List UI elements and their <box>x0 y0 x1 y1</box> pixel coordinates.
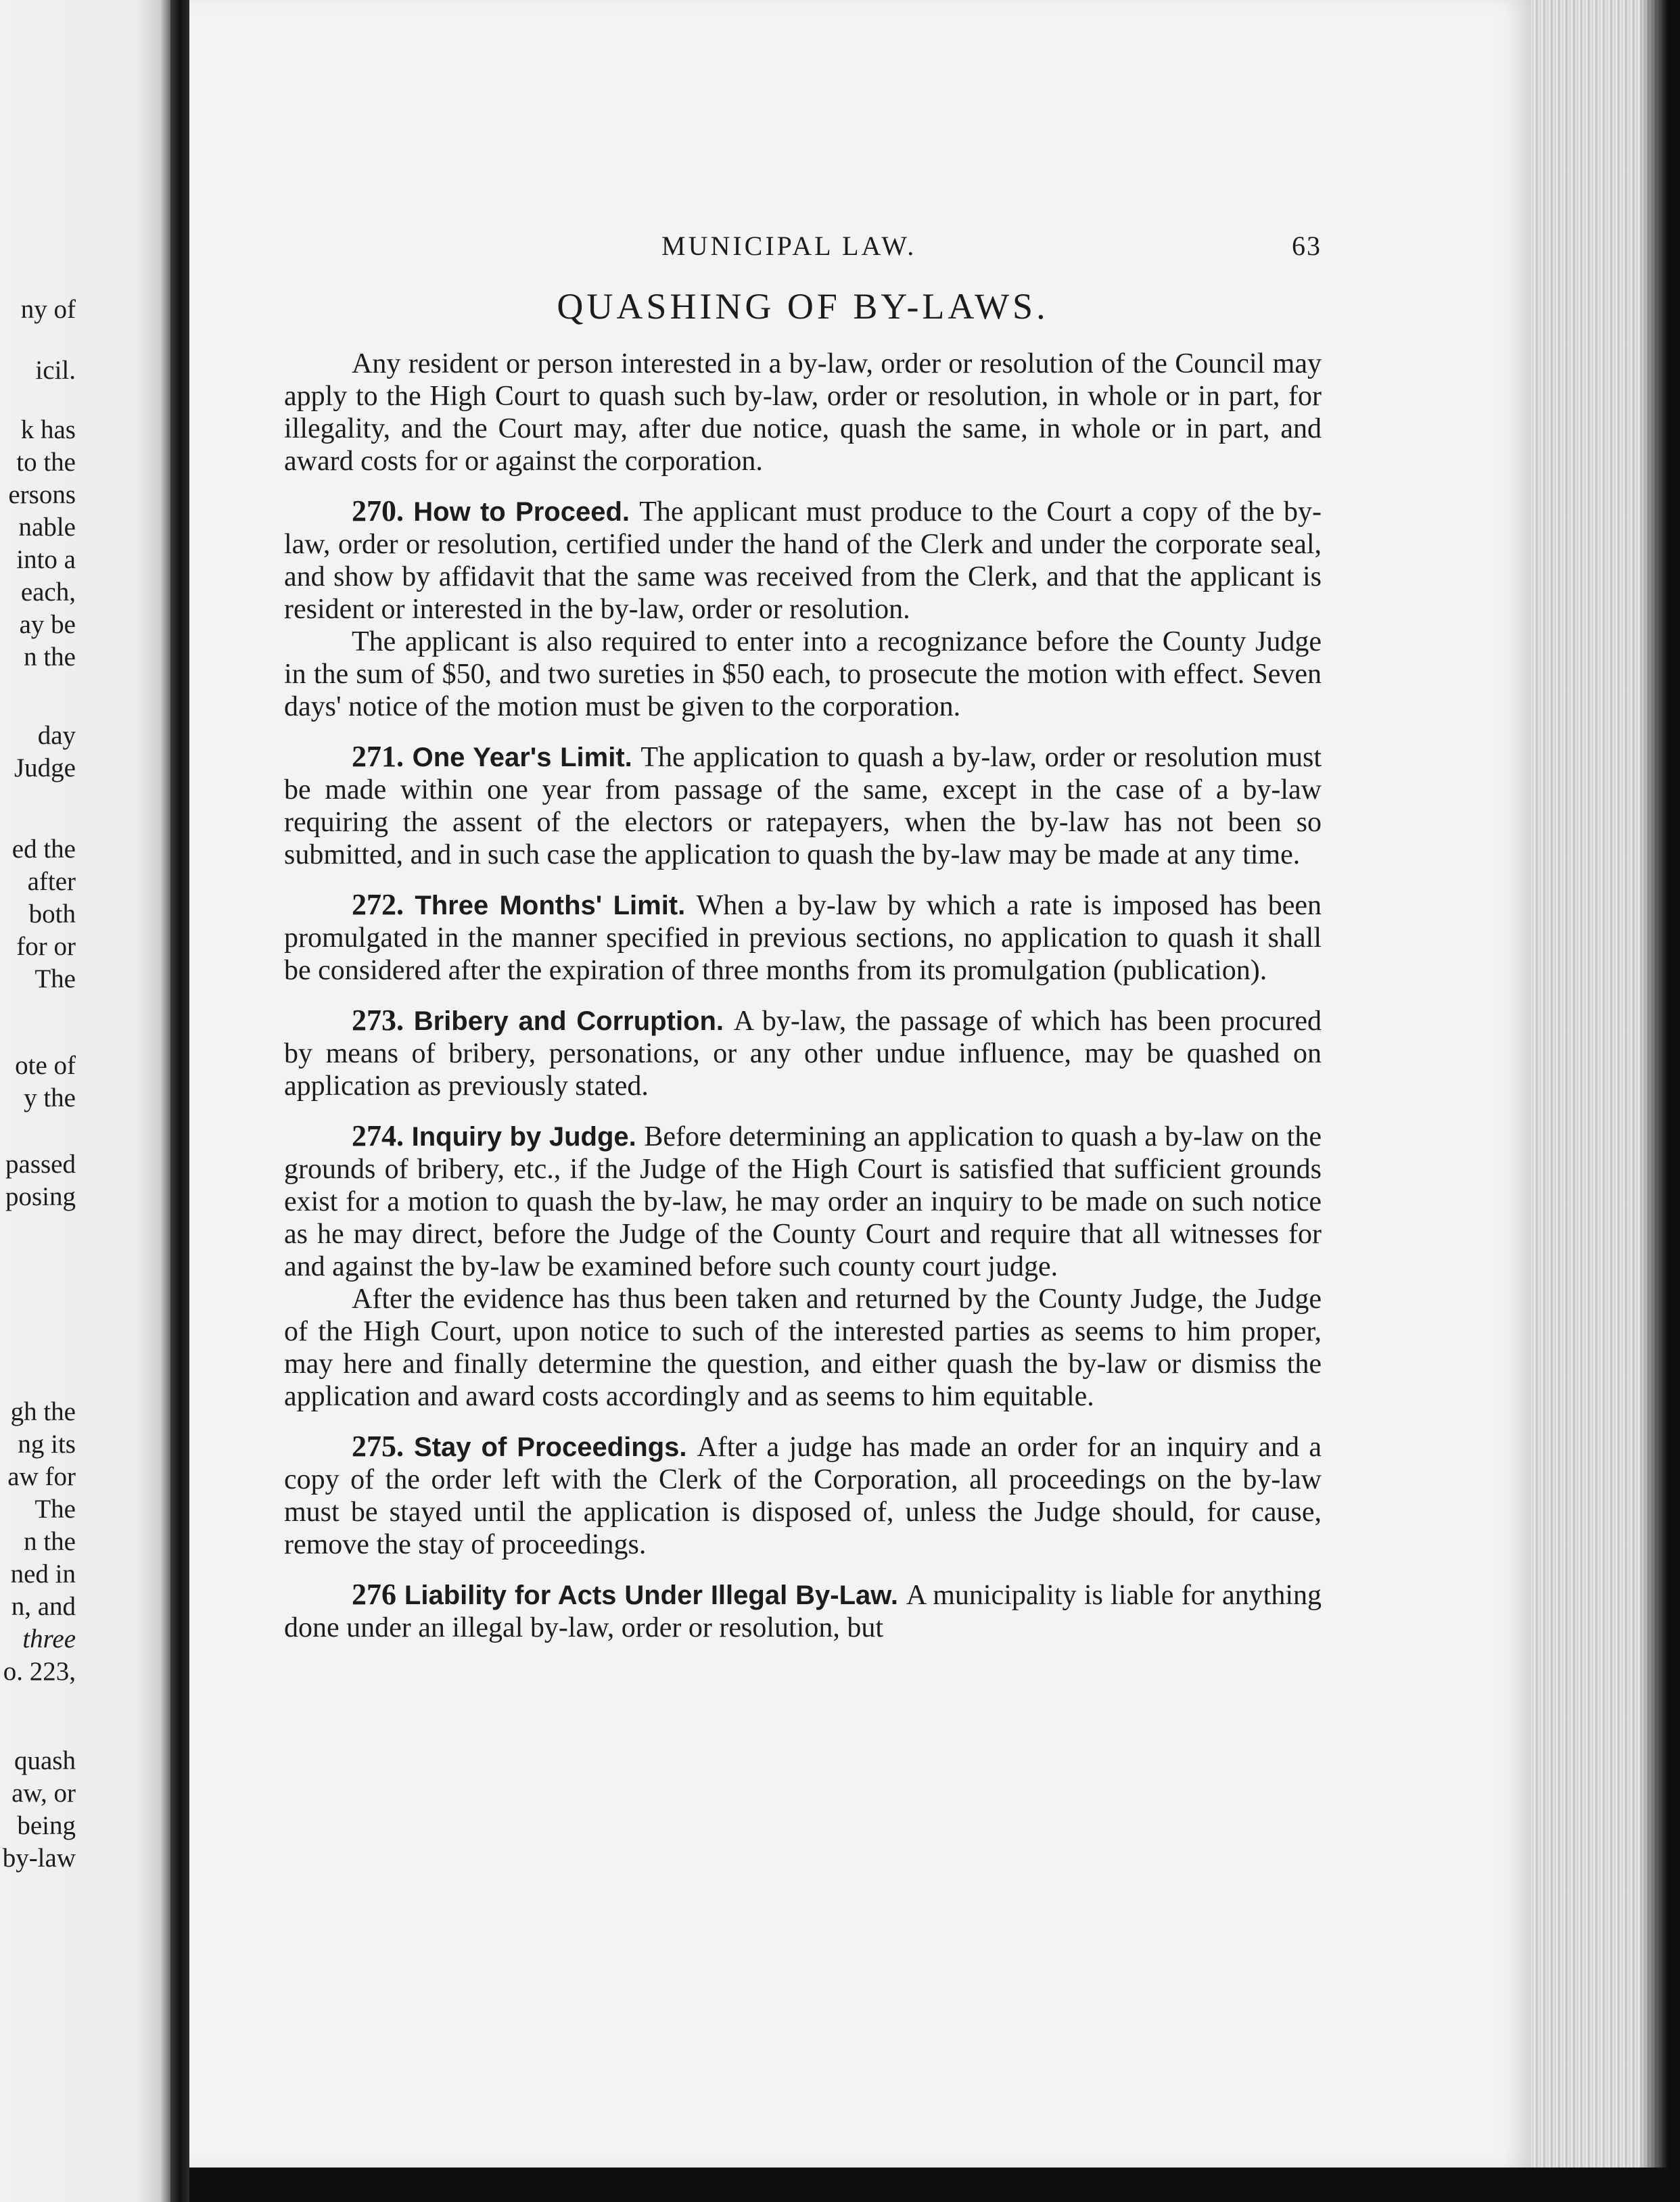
section-paragraph <box>284 1578 1322 1644</box>
section-number: 274. <box>352 1119 404 1152</box>
text-column <box>284 230 1322 1644</box>
sections <box>284 495 1322 1644</box>
section-heading: Bribery and Corruption. <box>404 1006 734 1036</box>
section-271 <box>284 741 1322 871</box>
facing-page-fragment: into a <box>16 545 76 574</box>
section-text: Before determining an application to quash a by-law on the grounds of bribery, etc., if the Judge of the High Court is satisfied that sufficient grounds exist for a motion to quash the by-law, he may order an inquiry to be made on such notice as he may direct, before the Judge of the County Court and require that all witnesses for and against the by-law be examined before such county court judge. <box>284 1121 1322 1282</box>
section-275 <box>284 1430 1322 1561</box>
facing-page-fragment: ay be <box>19 610 76 639</box>
facing-page-fragment: passed <box>5 1150 76 1179</box>
facing-page-fragment: ersons <box>8 480 76 509</box>
section-number: 272. <box>352 888 404 921</box>
facing-page-fragment: ed the <box>11 835 76 864</box>
section-heading: How to Proceed. <box>404 497 640 527</box>
facing-page-fragment: aw, or <box>11 1779 76 1808</box>
facing-page-fragment: each, <box>20 578 76 607</box>
section-heading: Three Months' Limit. <box>404 891 697 920</box>
section-276 <box>284 1578 1322 1644</box>
page-edges <box>1531 0 1680 2202</box>
section-text: After the evidence has thus been taken and returned by the County Judge, the Judge of the High Court, upon notice to such of the interested parties as seems to him proper, may here and finally determine the question, and either quash the by-law or dismiss the application and award costs accordingly and as seems to him equitable. <box>284 1284 1322 1412</box>
section-heading: Stay of Proceedings. <box>404 1432 697 1462</box>
facing-page-fragment: posing <box>5 1182 76 1211</box>
section-paragraph <box>284 1120 1322 1283</box>
section-paragraph <box>284 741 1322 871</box>
section-text: When a by-law by which a rate is imposed has been promulgated in the manner specified in previous sections, no application to quash it shall be considered after the expiration of three months from its promulgation (publication). <box>284 890 1322 986</box>
section-text: A by-law, the passage of which has been procured by means of bribery, personations, or any other undue influence, may be quashed on application as previously stated. <box>284 1006 1322 1102</box>
intro-paragraph: Any resident or person interested in a by-law, order or resolution of the Council may apply to the High Court to quash such by-law, order or resolution, in whole or in part, for illegality, and the Court may, after due notice, quash the same, in whole or in part, and award costs for or against the corporation. <box>284 348 1322 477</box>
section-text: A municipality is liable for anything done under an illegal by-law, order or resolution, but <box>284 1580 1322 1643</box>
section-paragraph <box>284 1430 1322 1561</box>
section-number: 271. <box>352 740 404 773</box>
facing-page-fragment: quash <box>14 1746 76 1775</box>
section-paragraph <box>284 626 1322 723</box>
section-text: The applicant must produce to the Court a copy of the by-law, order or resolution, certified under the hand of the Clerk and under the corporate seal, and show by affidavit that the same was received from the Clerk, and that the applicant is resident or interested in the by-law, order or resolution. <box>284 496 1322 625</box>
section-number: 273. <box>352 1004 404 1037</box>
facing-page-fragment: The <box>34 1495 76 1524</box>
section-heading: Inquiry by Judge. <box>404 1122 645 1152</box>
section-number: 270. <box>352 494 404 528</box>
section-paragraph <box>284 889 1322 987</box>
section-title: QUASHING OF BY-LAWS. <box>557 286 1049 327</box>
running-title: MUNICIPAL LAW. <box>661 231 917 261</box>
facing-page-fragment: Judge <box>14 753 76 782</box>
section-text: After a judge has made an order for an inquiry and a copy of the order left with the Clerk of the Corporation, all proceedings on the by-law must be stayed until the application is disposed of, unless the Judge should, for cause, remove the stay of proceedings. <box>284 1432 1322 1560</box>
facing-page-fragment: ned in <box>10 1560 76 1589</box>
section-text: The applicant is also required to enter into a recognizance before the County Judge in the sum of $50, and two sureties in $50 each, to prosecute the motion with effect. Seven days' notice of the motion must be given to the corporation. <box>284 626 1322 722</box>
facing-page-fragment: being <box>17 1811 76 1840</box>
facing-page-fragment: gh the <box>10 1397 76 1426</box>
facing-page-fragment: day <box>37 721 76 750</box>
section-number: 276 <box>352 1578 396 1611</box>
facing-page-fragment: ny of <box>20 295 76 324</box>
section-heading: Liability for Acts Under Illegal By-Law. <box>396 1580 906 1610</box>
facing-page-fragment: y the <box>24 1083 76 1112</box>
bottom-edge <box>189 2168 1680 2202</box>
facing-page-fragment: after <box>27 867 76 896</box>
section-paragraph <box>284 1004 1322 1102</box>
facing-page-fragment: three <box>22 1624 76 1654</box>
facing-page-fragment: o. 223, <box>3 1657 76 1686</box>
facing-page-fragment: ng its <box>18 1430 76 1459</box>
facing-page-fragment: aw for <box>7 1462 76 1491</box>
section-273 <box>284 1004 1322 1102</box>
facing-page-fragment: icil. <box>35 356 76 385</box>
facing-page-fragment: n the <box>24 642 76 672</box>
facing-page-fragment: both <box>28 899 76 929</box>
running-head <box>284 230 1322 271</box>
facing-page-text <box>0 0 170 2202</box>
section-274 <box>284 1120 1322 1413</box>
section-heading: One Year's Limit. <box>404 743 641 772</box>
facing-page-fragment: The <box>34 964 76 993</box>
section-272 <box>284 889 1322 987</box>
section-text: The application to quash a by-law, order or resolution must be made within one year from passage of the same, except in the case of a by-law requiring the assent of the electors or ratepayers, when the by-law has not been so submitted, and in such case the application to quash the by-law may be made at any time. <box>284 742 1322 870</box>
facing-page-fragment: nable <box>18 513 76 542</box>
facing-page-fragment: ote of <box>15 1051 76 1080</box>
facing-page-fragment: n, and <box>11 1592 76 1621</box>
section-paragraph <box>284 495 1322 626</box>
section-number: 275. <box>352 1430 404 1463</box>
facing-page-fragment: to the <box>16 448 76 477</box>
facing-page <box>0 0 170 2202</box>
section-paragraph <box>284 1283 1322 1413</box>
facing-page-fragment: n the <box>24 1527 76 1556</box>
section-270 <box>284 495 1322 723</box>
facing-page-fragment: k has <box>20 415 76 444</box>
book-gutter <box>170 0 189 2202</box>
facing-page-fragment: for or <box>16 932 76 961</box>
page-number: 63 <box>1292 231 1322 261</box>
facing-page-fragment: by-law <box>2 1844 76 1873</box>
